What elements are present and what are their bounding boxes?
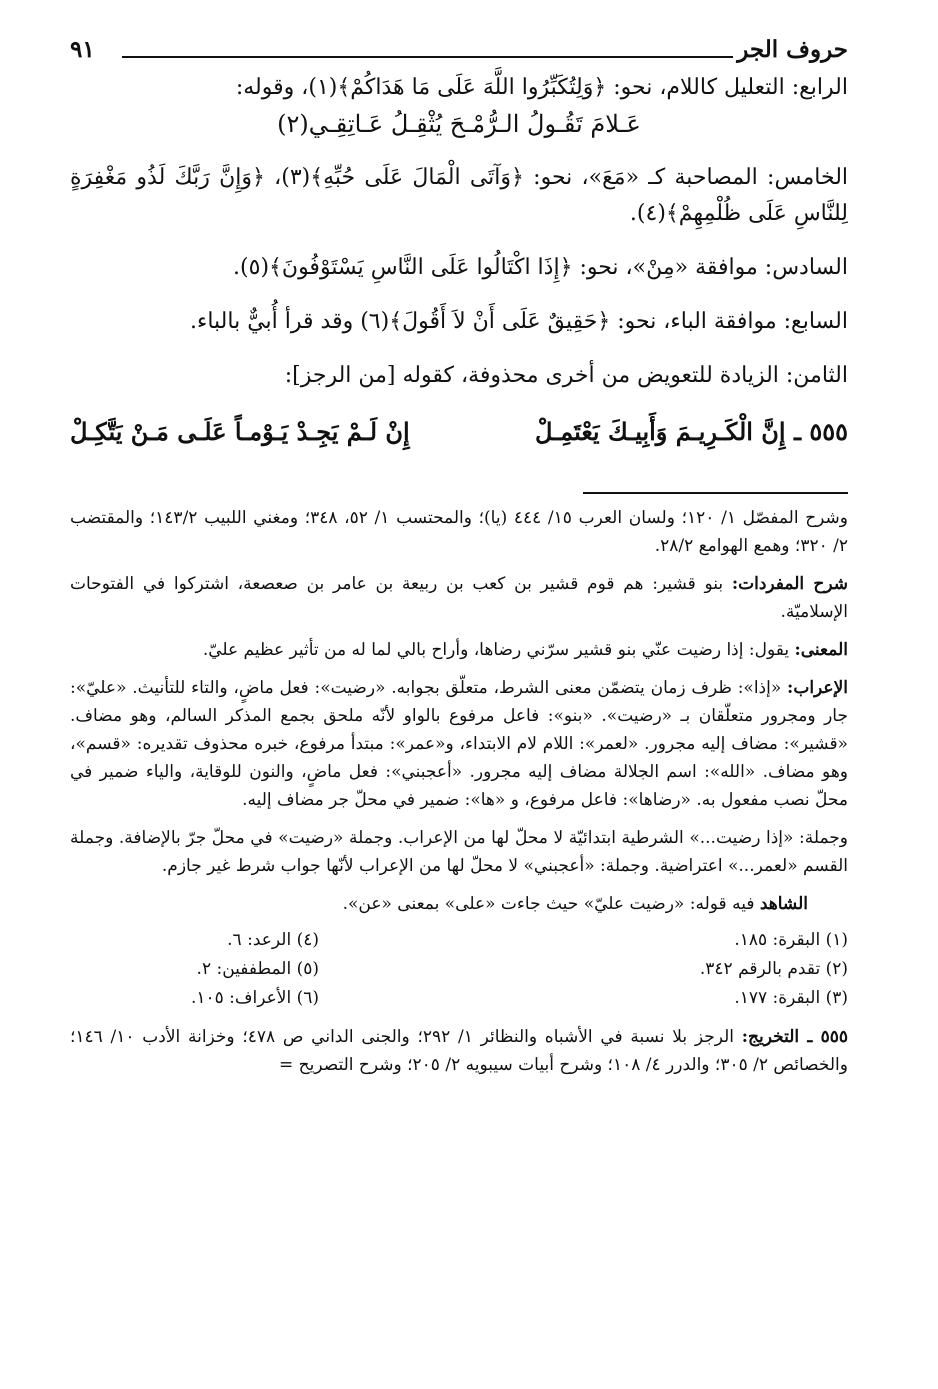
page bbox=[70, 30, 848, 1079]
note-evidence bbox=[70, 890, 848, 918]
paragraph-eighth: الثامن: الزيادة للتعويض من أخرى محذوفة، كقوله [من الرجز]: bbox=[284, 363, 848, 388]
note-parsing-label: الإعراب: bbox=[787, 678, 848, 698]
note-vocabulary bbox=[70, 570, 848, 626]
reference-item: (٣) البقرة: ١٧٧. bbox=[734, 988, 848, 1008]
note-takhrij bbox=[70, 1023, 848, 1079]
verse-second-hemistich: إِنْ لَـمْ يَجِـدْ يَـوْمـاً عَلَـى مَـنْ يَتَّكِـلْ bbox=[70, 417, 410, 446]
running-title: حروف الجر bbox=[737, 36, 848, 63]
reference-item: (٤) الرعد: ٦. bbox=[227, 930, 319, 950]
note-evidence-text: فيه قوله: «رضيت عليّ» حيث جاءت «على» بمعنى «عن». bbox=[342, 894, 760, 914]
references-right-column bbox=[459, 926, 848, 1013]
reference-item: (١) البقرة: ١٨٥. bbox=[734, 930, 848, 950]
footnote-separator bbox=[583, 492, 848, 494]
reference-item: (٢) تقدم بالرقم ٣٤٢. bbox=[699, 959, 848, 979]
note-meaning-label: المعنى: bbox=[794, 640, 848, 660]
note-sources: وشرح المفصّل ١/ ١٢٠؛ ولسان العرب ١٥/ ٤٤٤ (يا)؛ والمحتسب ١/ ٥٢، ٣٤٨؛ ومغني اللبيب ١٤٣/٢؛ والمقتضب ٢/ ٣٢٠؛ وهمع الهوامع ٢٨/٢. bbox=[70, 508, 849, 556]
footnotes bbox=[70, 504, 848, 1079]
reference-item: (٥) المطففين: ٢. bbox=[196, 959, 319, 979]
note-evidence-label: الشاهد bbox=[759, 894, 808, 914]
poem-verse-555 bbox=[70, 412, 848, 452]
verse-first-hemistich: ٥٥٥ ـ إِنَّ الْكَـرِيـمَ وَأَبِيـكَ يَعْتَمِـلْ bbox=[535, 417, 848, 446]
paragraph-fifth: الخامس: المصاحبة كـ «مَعَ»، نحو: ﴿وَآتَى الْمَالَ عَلَى حُبِّهِ﴾(٣)، ﴿وَإِنَّ رَبَّكَ لَذُو مَغْفِرَةٍ لِلنَّاسِ عَلَى ظُلْمِهِمْ﴾(٤). bbox=[70, 165, 849, 226]
reference-item: (٦) الأعراف: ١٠٥. bbox=[190, 988, 319, 1008]
paragraph-sixth: السادس: موافقة «مِنْ»، نحو: ﴿إِذَا اكْتَالُوا عَلَى النَّاسِ يَسْتَوْفُونَ﴾(٥). bbox=[233, 255, 848, 280]
verse-line: عَـلامَ تَقُـولُ الـرُّمْـحَ يُثْقِـلُ عَـاتِقِـي(٢) bbox=[277, 110, 641, 138]
paragraph-seventh: السابع: موافقة الباء، نحو: ﴿حَقِيقٌ عَلَى أَنْ لاَ أَقُولَ﴾(٦) وقد قرأ أُبيٌّ بالباء. bbox=[190, 309, 848, 334]
note-parsing bbox=[70, 674, 848, 814]
page-number: ٩١ bbox=[70, 36, 95, 63]
paragraph-fourth: الرابع: التعليل كاللام، نحو: ﴿وَلِتُكَبِّرُوا اللَّهَ عَلَى مَا هَدَاكُمْ﴾(١)، وقوله: bbox=[235, 75, 848, 100]
note-vocabulary-label: شرح المفردات: bbox=[731, 574, 848, 594]
note-meaning-text: يقول: إذا رضيت عنّي بنو قشير سرّني رضاها، وأراح بالي لما له من تأثير عظيم عليّ. bbox=[202, 640, 795, 660]
note-vocabulary-text: بنو قشير: هم قوم قشير بن كعب بن ربيعة بن عامر بن صعصعة، اشتركوا في الفتوحات الإسلاميّة. bbox=[70, 574, 848, 622]
main-text bbox=[70, 70, 848, 452]
header-rule bbox=[122, 56, 733, 58]
note-takhrij-text: الرجز بلا نسبة في الأشباه والنظائر ١/ ٢٩٢؛ والجنى الداني ص ٤٧٨؛ وخزانة الأدب ١٠/ ١٤٦؛ والخصائص ٢/ ٣٠٥؛ والدرر ٤/ ١٠٨؛ وشرح أبيات سيبويه ٢/ ٢٠٥؛ وشرح التصريح = bbox=[70, 1027, 848, 1075]
note-takhrij-label: ٥٥٥ ـ التخريج: bbox=[741, 1027, 848, 1047]
note-parsing-text: «إذا»: ظرف زمان يتضمّن معنى الشرط، متعلّق بجوابه. «رضيت»: فعل ماضٍ، والتاء للتأنيث. «عليّ»: جار ومجرور متعلّقان بـ «رضيت». «بنو»: فاعل مرفوع بالواو لأنّه ملحق بجمع المذكر السالم، وهو مضاف. «قشير»: مضاف إليه مجرور. «لعمر»: اللام لام الابتداء، و«عمر»: مبتدأ مرفوع، خبره محذوف تقديره: «قسم»، وهو مضاف. «الله»: اسم الجلالة مضاف إليه مجرور. «أعجبني»: فعل ماضٍ، والنون للوقاية، والياء ضمير في محلّ نصب مفعول به. «رضاها»: فاعل مرفوع، و «ها»: ضمير في محلّ جر مضاف إليه. bbox=[70, 678, 848, 810]
quran-references bbox=[70, 926, 848, 1013]
page-header bbox=[70, 30, 848, 70]
note-sentences: وجملة: «إذا رضيت...» الشرطية ابتدائيّة لا محلّ لها من الإعراب. وجملة «رضيت» في محلّ جرّ بالإضافة. وجملة القسم «لعمر...» اعتراضية. وجملة: «أعجبني» لا محلّ لها من الإعراب لأنّها جواب شرط غير جازم. bbox=[70, 828, 848, 876]
references-left-column bbox=[70, 926, 459, 1013]
note-meaning bbox=[70, 636, 848, 664]
